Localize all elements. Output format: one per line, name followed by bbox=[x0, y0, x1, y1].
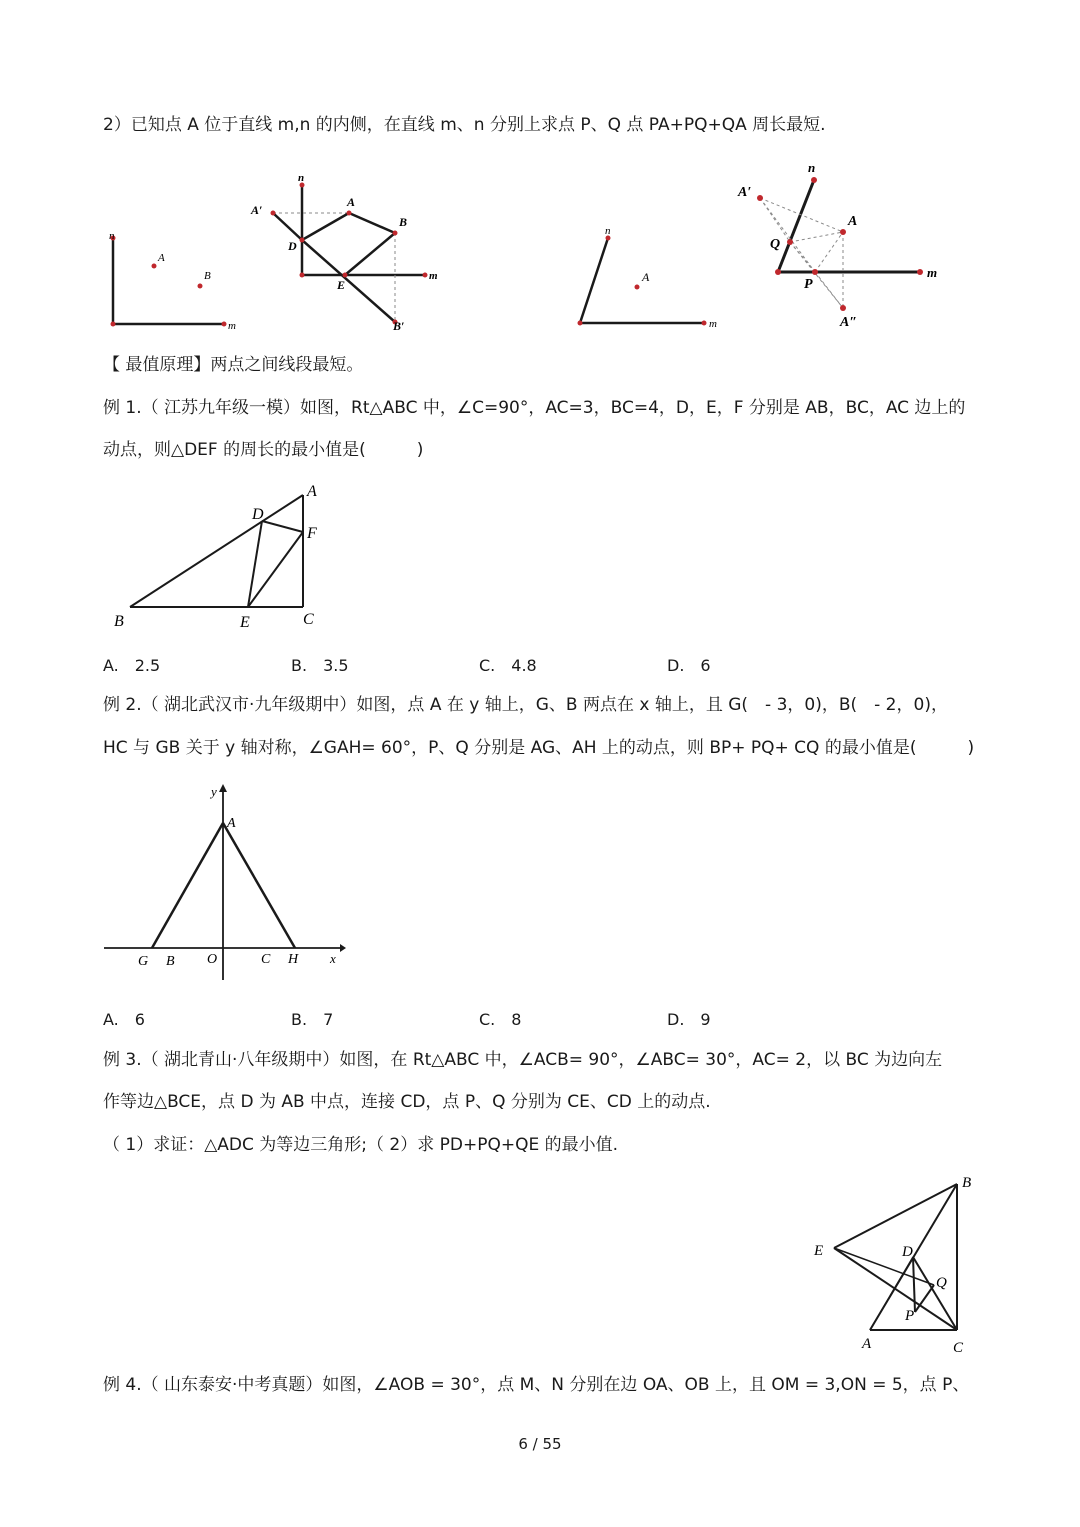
ex1-line-1: 例 1.（ 江苏九年级一模）如图，Rt△ABC 中，∠C=90°，AC=3，BC=4，D，E，F 分别是 AB，BC，AC 边上的 bbox=[103, 398, 966, 418]
label-a: A bbox=[227, 816, 236, 831]
label-o: O bbox=[207, 952, 218, 967]
label-a: A bbox=[862, 1336, 872, 1352]
ex2-option-b: B. 7 bbox=[291, 1010, 334, 1029]
figure-ex2-coordinate bbox=[100, 780, 350, 990]
label-a-double-prime: A″ bbox=[840, 315, 858, 330]
ex1-option-d: D. 6 bbox=[667, 656, 711, 675]
label-c: C bbox=[261, 952, 271, 967]
figure-ex3-triangles bbox=[810, 1170, 990, 1360]
label-d: D bbox=[252, 506, 264, 523]
label-n: n bbox=[109, 230, 115, 242]
figure-angle-reflection bbox=[730, 160, 950, 335]
label-q: Q bbox=[770, 237, 781, 252]
ex3-line-2: 作等边△BCE，点 D 为 AB 中点，连接 CD，点 P、Q 分别为 CE、CD 上的动点. bbox=[103, 1092, 711, 1112]
label-e: E bbox=[337, 278, 346, 292]
label-m: m bbox=[927, 265, 938, 280]
label-a: A bbox=[307, 483, 317, 500]
label-d: D bbox=[288, 239, 297, 253]
label-n: n bbox=[808, 160, 816, 175]
label-a-prime: A′ bbox=[738, 185, 752, 200]
label-b: B bbox=[166, 954, 175, 969]
label-p: P bbox=[905, 1308, 915, 1324]
label-b: B bbox=[399, 215, 408, 229]
figure-ex1-triangle bbox=[110, 480, 330, 630]
ex2-line-2: HC 与 GB 关于 y 轴对称，∠GAH= 60°，P、Q 分别是 AG、AH 上的动点，则 BP+ PQ+ CQ 的最小值是( ) bbox=[103, 738, 975, 758]
label-n: n bbox=[605, 225, 611, 237]
label-a: A bbox=[347, 195, 356, 209]
label-e: E bbox=[240, 614, 250, 631]
label-m: m bbox=[709, 318, 717, 330]
ex1-option-a: A. 2.5 bbox=[103, 656, 161, 675]
label-a: A bbox=[642, 270, 650, 284]
label-y: y bbox=[211, 784, 217, 799]
figure-angle-a bbox=[570, 225, 730, 335]
label-a-prime: A′ bbox=[251, 203, 263, 217]
label-h: H bbox=[288, 952, 299, 967]
ex3-line-1: 例 3.（ 湖北青山·八年级期中）如图，在 Rt△ABC 中，∠ACB= 90°，∠ABC= 30°，AC= 2，以 BC 为边向左 bbox=[103, 1050, 943, 1070]
label-b: B bbox=[114, 613, 124, 630]
ex2-line-1: 例 2.（ 湖北武汉市·九年级期中）如图，点 A 在 y 轴上，G、B 两点在 x 轴上，且 G( - 3，0)，B( - 2，0)， bbox=[103, 695, 948, 715]
label-a: A bbox=[158, 252, 165, 264]
figure-lines-mn-ab bbox=[100, 225, 250, 335]
label-c: C bbox=[953, 1340, 964, 1356]
label-c: C bbox=[303, 611, 314, 628]
label-m: m bbox=[429, 270, 438, 282]
ex1-option-c: C. 4.8 bbox=[479, 656, 537, 675]
ex2-option-c: C. 8 bbox=[479, 1010, 522, 1029]
label-g: G bbox=[138, 954, 149, 969]
label-a: A bbox=[848, 214, 858, 229]
label-b-prime: B′ bbox=[393, 319, 405, 333]
intro-line: 2）已知点 A 位于直线 m,n 的内侧，在直线 m、n 分别上求点 P、Q 点 PA+PQ+QA 周长最短. bbox=[103, 115, 826, 135]
figure-reflection-ab bbox=[245, 170, 445, 335]
label-b: B bbox=[962, 1175, 972, 1191]
ex4-line-1: 例 4.（ 山东泰安·中考真题）如图，∠AOB = 30°，点 M、N 分别在边 OA、OB 上，且 OM = 3,ON = 5，点 P、 bbox=[103, 1375, 970, 1395]
label-m: m bbox=[228, 320, 236, 332]
page-number: 6 / 55 bbox=[518, 1435, 562, 1453]
ex1-option-b: B. 3.5 bbox=[291, 656, 349, 675]
ex3-line-3: （ 1）求证：△ADC 为等边三角形;（ 2）求 PD+PQ+QE 的最小值. bbox=[103, 1135, 619, 1155]
label-b: B bbox=[204, 270, 211, 282]
ex2-option-a: A. 6 bbox=[103, 1010, 145, 1029]
ex1-line-2: 动点，则△DEF 的周长的最小值是( ) bbox=[103, 440, 424, 460]
principle-heading: 【 最值原理】两点之间线段最短。 bbox=[103, 355, 364, 375]
label-d: D bbox=[902, 1244, 913, 1260]
label-f: F bbox=[307, 525, 317, 542]
label-p: P bbox=[804, 277, 813, 292]
label-q: Q bbox=[936, 1275, 947, 1291]
label-e: E bbox=[814, 1243, 824, 1259]
ex2-option-d: D. 9 bbox=[667, 1010, 711, 1029]
label-n: n bbox=[298, 172, 305, 184]
label-x: x bbox=[330, 951, 336, 966]
